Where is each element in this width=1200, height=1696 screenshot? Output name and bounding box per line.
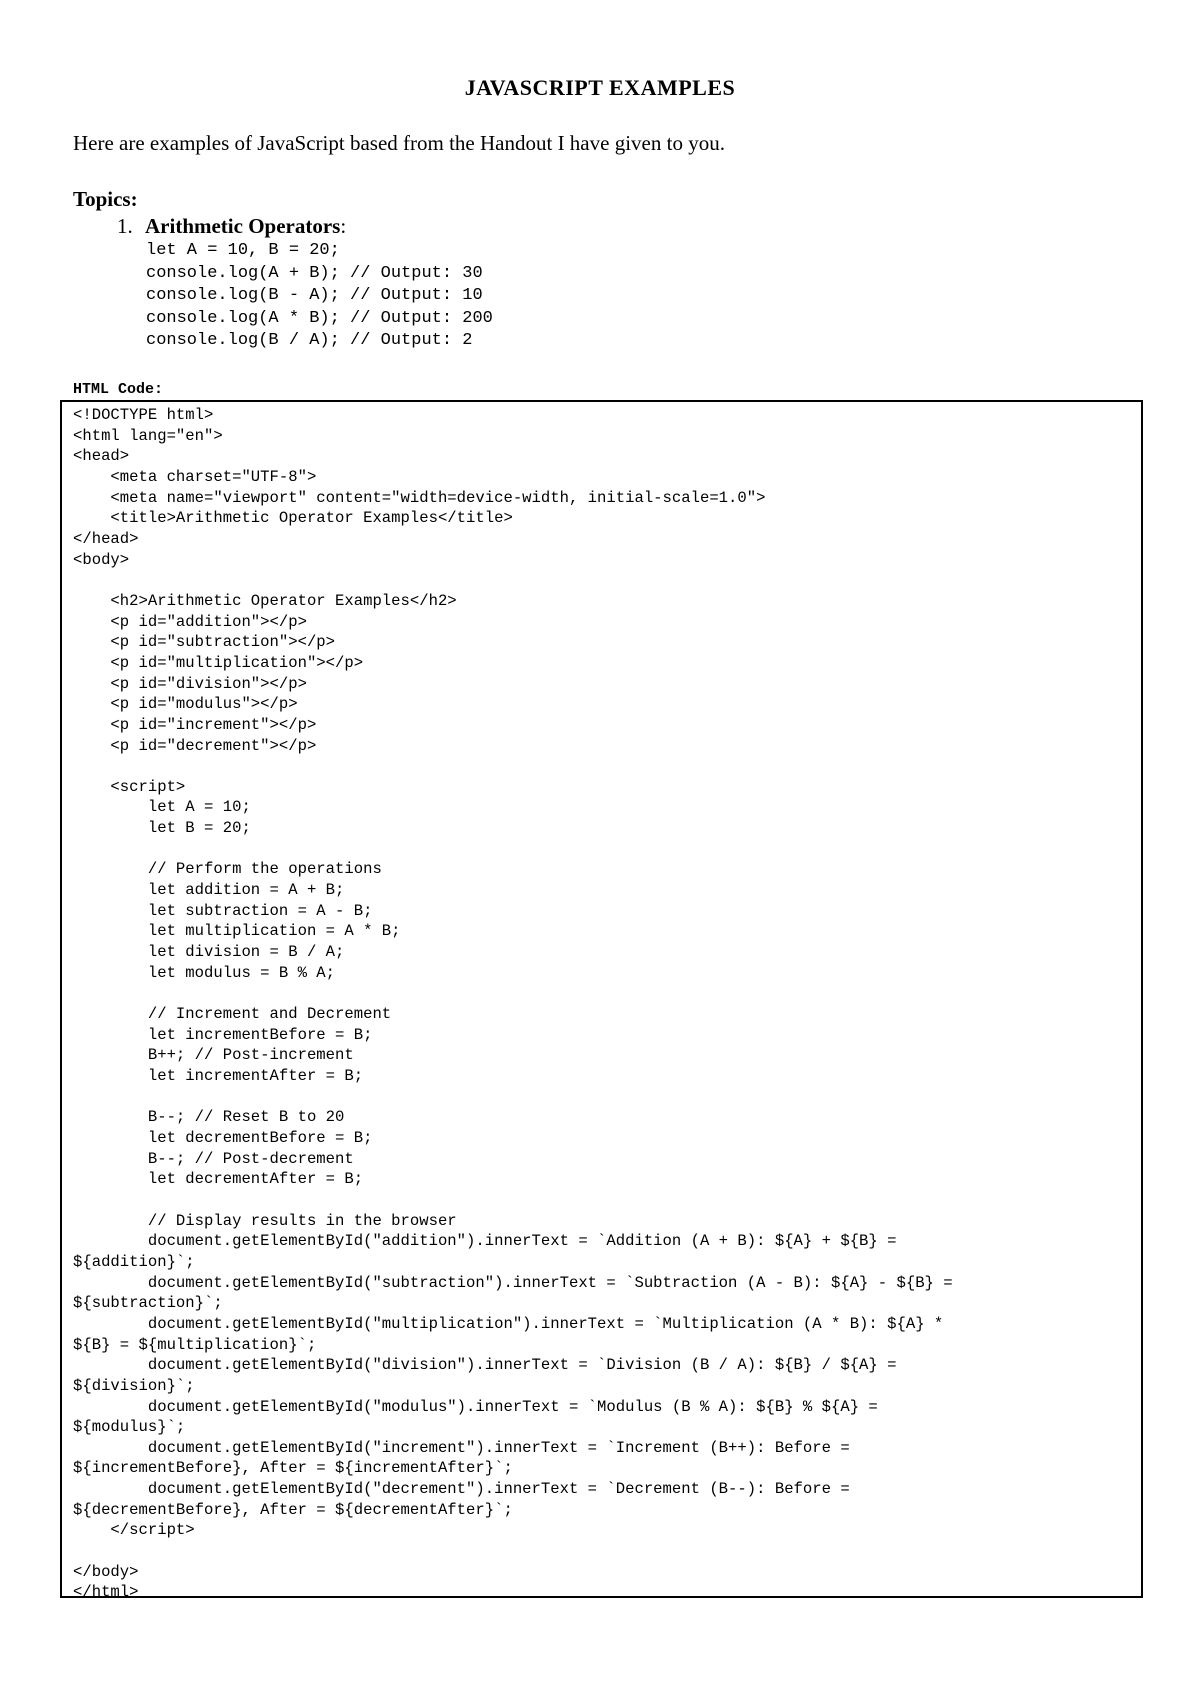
example-code: let A = 10, B = 20; console.log(A + B); // Output: 30 console.log(B - A); // Output: 10 console.log(A * B); // Output: 200 console.log(B / A); // Output: 2: [146, 241, 493, 351]
topics-heading: Topics:: [73, 187, 138, 211]
topic-item: [117, 214, 346, 239]
html-code-block: <!DOCTYPE html> <html lang="en"> <head> <meta charset="UTF-8"> <meta name="viewport" content="width=device-width, initial-scale=1.0"> <title>Arithmetic Operator Examples</title> </head> <body> <h2>Arithmetic Operator Examples</h2> <p id="addition"></p> <p id="subtraction"></p> <p id="multiplication"></p> <p id="division"></p> <p id="modulus"></p> <p id="increment"></p> <p id="decrement"></p> <script> let A = 10; let B = 20; // Perform the operations let addition = A + B; let subtraction = A - B; let multiplication = A * B; let division = B / A; let modulus = B % A; // Increment and Decrement let incrementBefore = B; B++; // Post-increment let incrementAfter = B; B--; // Reset B to 20 let decrementBefore = B; B--; // Post-decrement let decrementAfter = B; // Display results in the browser document.getElementById("addition").innerText = `Addition (A + B): ${A} + ${B} = ${addition}`; document.getElementById("subtraction").innerText = `Subtraction (A - B): ${A} - ${B} = ${subtraction}`; document.getElementById("multiplication").innerText = `Multiplication (A * B): ${A} * ${B} = ${multiplication}`; document.getElementById("division").innerText = `Division (B / A): ${B} / ${A} = ${division}`; document.getElementById("modulus").innerText = `Modulus (B % A): ${B} % ${A} = ${modulus}`; document.getElementById("increment").innerText = `Increment (B++): Before = ${incrementBefore}, After = ${incrementAfter}`; document.getElementById("decrement").innerText = `Decrement (B--): Before = ${decrementBefore}, After = ${decrementAfter}`; </script> </body> </html>: [73, 406, 953, 1602]
document-title: JAVASCRIPT EXAMPLES: [464, 75, 736, 100]
topic-name: Arithmetic Operators: [145, 214, 341, 238]
topic-number: 1.: [117, 214, 133, 238]
html-code-label: HTML Code:: [73, 381, 164, 398]
intro-paragraph: Here are examples of JavaScript based from the Handout I have given to you.: [73, 131, 725, 155]
topic-suffix: :: [340, 214, 347, 238]
html-code-box: [60, 400, 1143, 1602]
